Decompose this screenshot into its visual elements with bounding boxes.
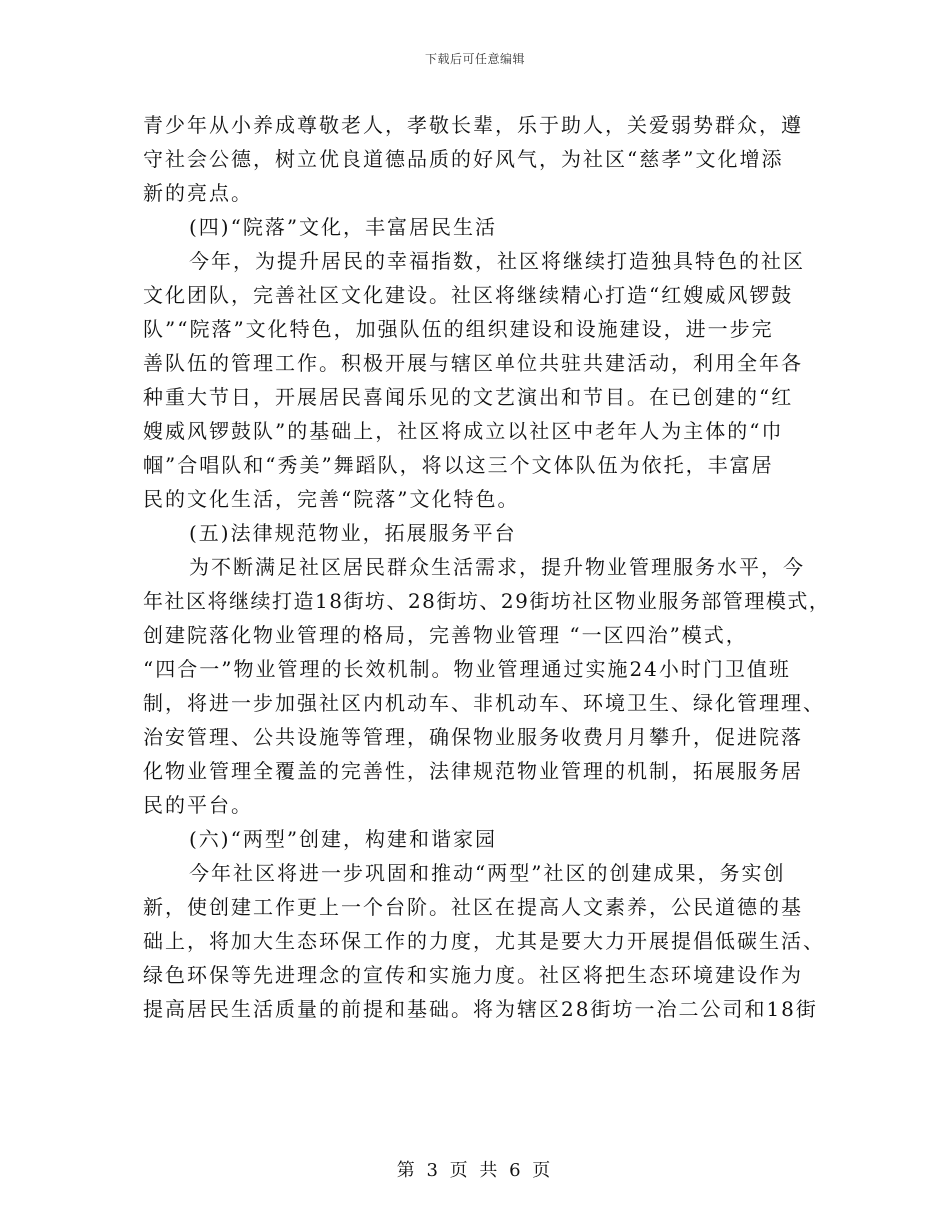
text-line: 新，使创建工作更上一个台阶。社区在提高人文素养，公民道德的基	[143, 895, 803, 919]
text-line: 年社区将继续打造18街坊、28街坊、29街坊社区物业服务部管理模式，	[143, 589, 831, 613]
text-line: 青少年从小养成尊敬老人，孝敬长辈，乐于助人，关爱弱势群众，遵	[143, 113, 803, 137]
text-line: 民的文化生活，完善“院落”文化特色。	[143, 487, 520, 511]
text-line: (五)法律规范物业，拓展服务平台	[189, 521, 517, 545]
text-line: 为不断满足社区居民群众生活需求，提升物业管理服务水平，今	[189, 555, 805, 579]
text-line: 文化团队，完善社区文化建设。社区将继续精心打造“红嫂威风锣鼓	[143, 283, 794, 307]
text-line: 善队伍的管理工作。积极开展与辖区单位共驻共建活动，利用全年各	[143, 351, 803, 375]
text-line: 嫂威风锣鼓队”的基础上，社区将成立以社区中老年人为主体的“巾	[143, 419, 784, 443]
text-line: 今年社区将进一步巩固和推动“两型”社区的创建成果，务实创	[189, 861, 786, 885]
page-header: 下载后可任意编辑	[424, 52, 525, 66]
text-line: 绿色环保等先进理念的宣传和实施力度。社区将把生态环境建设作为	[143, 963, 803, 987]
text-line: 守社会公德，树立优良道德品质的好风气，为社区“慈孝”文化增添	[143, 147, 784, 171]
text-line: (四)“院落”文化，丰富居民生活	[189, 215, 498, 239]
text-line: 治安管理、公共设施等管理，确保物业服务收费月月攀升，促进院落	[143, 725, 803, 749]
text-line: 化物业管理全覆盖的完善性，法律规范物业管理的机制，拓展服务居	[143, 759, 803, 783]
text-line: 帼”合唱队和“秀美”舞蹈队，将以这三个文体队伍为依托，丰富居	[143, 453, 774, 477]
text-line: 提高居民生活质量的前提和基础。将为辖区28街坊一冶二公司和18街	[143, 997, 818, 1021]
text-line: 种重大节日，开展居民喜闻乐见的文艺演出和节目。在已创建的“红	[143, 385, 794, 409]
text-line: 今年，为提升居民的幸福指数，社区将继续打造独具特色的社区	[189, 249, 805, 273]
text-line: (六)“两型”创建，构建和谐家园	[189, 827, 498, 851]
text-line: 新的亮点。	[143, 181, 253, 205]
text-line: 队”“院落”文化特色，加强队伍的组织建设和设施建设，进一步完	[143, 317, 774, 341]
text-line: 础上，将加大生态环保工作的力度，尤其是要大力开展提倡低碳生活、	[143, 929, 825, 953]
text-line: 制，将进一步加强社区内机动车、非机动车、环境卫生、绿化管理理、	[143, 691, 825, 715]
text-line: 民的平台。	[143, 793, 253, 817]
document-body	[143, 108, 833, 1026]
text-line: “四合一”物业管理的长效机制。物业管理通过实施24小时门卫值班	[143, 657, 791, 681]
page-number-footer: 第 3 页 共 6 页	[396, 1160, 554, 1181]
text-line: 创建院落化物业管理的格局，完善物业管理 “一区四治”模式，	[143, 623, 748, 647]
